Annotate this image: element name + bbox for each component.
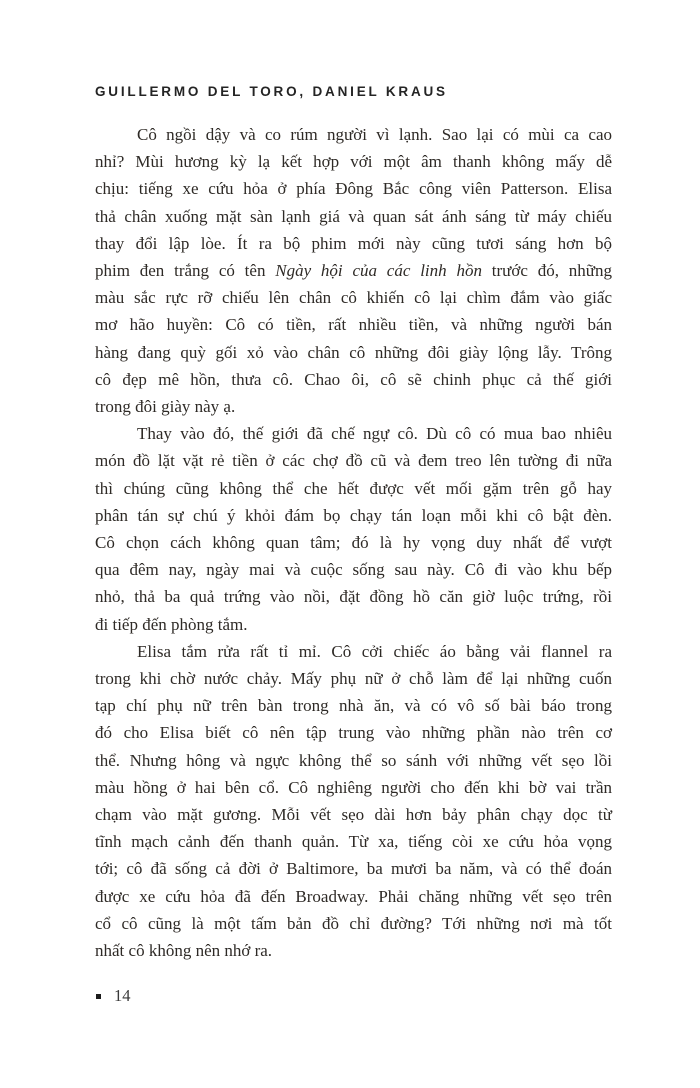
text-line (95, 257, 612, 284)
text-segment: phân tán sự chú ý khỏi đám bọ chạy tán loạn mỗi khi cô bật đèn. (95, 505, 612, 525)
text-segment: nhất cô không nên nhớ ra. (95, 941, 273, 961)
text-segment: chịu: tiếng xe cứu hỏa ở phía Đông Bắc công viên Patterson. Elisa (95, 179, 612, 199)
text-segment: trong đôi giày này ạ. (95, 397, 236, 417)
text-line (95, 638, 612, 665)
text-segment: mơ hão huyền: Cô có tiền, rất nhiều tiền, và những người bán (95, 315, 612, 335)
text-segment: thì chúng cũng không thể che hết được vết mối gặm trên gỗ hay (95, 478, 612, 498)
text-segment: phim đen trắng có tên (95, 261, 276, 281)
text-segment: chạm vào mặt gương. Mỗi vết sẹo dài hơn bảy phân chạy dọc từ (95, 805, 612, 825)
text-segment: hàng đang quỳ gối xỏ vào chân cô những đôi giày lộng lẫy. Trông (95, 342, 612, 362)
paragraph (95, 121, 612, 420)
text-segment: cổ cô cũng là một tấm bản đồ chỉ đường? Tới những nơi mà tốt (95, 913, 612, 933)
text-segment: tĩnh mạch cảnh đến thanh quản. Từ xa, tiếng còi xe cứu hỏa vọng (95, 832, 612, 852)
text-line (95, 339, 612, 366)
text-line (95, 910, 612, 937)
text-segment: Thay vào đó, thế giới đã chế ngự cô. Dù cô có mua bao nhiêu (137, 424, 612, 444)
text-segment: tới; cô đã sống cả đời ở Baltimore, ba mươi ba năm, và có thể đoán (95, 859, 612, 879)
book-title-italic: Ngày hội của các linh hồn (275, 261, 482, 281)
text-line (95, 121, 612, 148)
text-line (95, 828, 612, 855)
text-segment: thể. Nhưng hông và ngực không thể so sánh với những vết sẹo lồi (95, 750, 612, 770)
page-footer (96, 986, 131, 1006)
text-segment: qua đêm nay, ngày mai và cuộc sống sau này. Cô đi vào khu bếp (95, 560, 612, 580)
text-line (95, 583, 612, 610)
text-line (95, 203, 612, 230)
text-segment: Cô chọn cách không quan tâm; đó là hy vọng duy nhất để vượt (95, 533, 612, 553)
text-line (95, 148, 612, 175)
text-segment: thay đổi lập lòe. Ít ra bộ phim mới này cũng tươi sáng hơn bộ (95, 233, 612, 253)
text-segment: thả chân xuống mặt sàn lạnh giá và quan sát ánh sáng từ máy chiếu (95, 206, 612, 226)
text-line (95, 692, 612, 719)
text-line (95, 774, 612, 801)
text-segment: Cô ngồi dậy và co rúm người vì lạnh. Sao lại có mùi ca cao (137, 125, 612, 144)
body-text (95, 121, 612, 964)
text-line (95, 883, 612, 910)
text-segment: màu hồng ở hai bên cổ. Cô nghiêng người cho đến khi bờ vai trần (95, 777, 612, 797)
text-line (95, 801, 612, 828)
text-line (95, 311, 612, 338)
text-segment: cô đẹp mê hồn, thưa cô. Chao ôi, cô sẽ chinh phục cả thế giới (95, 369, 612, 389)
text-segment: đó cho Elisa biết cô nên tập trung vào những phần nào trên cơ (95, 723, 612, 743)
paragraph (95, 420, 612, 638)
text-segment: tạp chí phụ nữ trên bàn trong nhà ăn, và có vô số bài báo trong (95, 696, 612, 716)
text-segment: đi tiếp đến phòng tắm. (95, 614, 248, 634)
text-line (95, 284, 612, 311)
text-line (95, 393, 612, 420)
page-number: 14 (114, 986, 131, 1005)
text-segment: món đồ lặt vặt rẻ tiền ở các chợ đồ cũ và đem treo lên tường đi nữa (95, 451, 612, 471)
text-line (95, 175, 612, 202)
text-line (95, 719, 612, 746)
text-line (95, 230, 612, 257)
text-line (95, 855, 612, 882)
text-line (95, 665, 612, 692)
text-line (95, 556, 612, 583)
text-segment: trước đó, những (481, 261, 612, 281)
text-line (95, 529, 612, 556)
paragraph (95, 638, 612, 964)
text-line (95, 502, 612, 529)
text-line (95, 747, 612, 774)
text-line (95, 420, 612, 447)
text-line (95, 475, 612, 502)
text-line (95, 447, 612, 474)
text-segment: nhỏ, thả ba quả trứng vào nồi, đặt đồng hồ căn giờ luộc trứng, rồi (95, 587, 612, 607)
text-line (95, 611, 612, 638)
running-header: GUILLERMO DEL TORO, DANIEL KRAUS (95, 84, 448, 99)
text-segment: màu sắc rực rỡ chiếu lên chân cô khiến cô lại chìm đắm vào giấc (95, 288, 612, 308)
square-bullet-icon (96, 994, 101, 999)
text-segment: được xe cứu hỏa đã đến Broadway. Phải chăng những vết sẹo trên (95, 886, 612, 906)
text-segment: trong khi chờ nước chảy. Mấy phụ nữ ở chỗ làm để lại những cuốn (95, 669, 612, 689)
text-segment: Elisa tắm rửa rất tỉ mỉ. Cô cởi chiếc áo bằng vải flannel ra (137, 641, 612, 661)
text-segment: nhỉ? Mùi hương kỳ lạ kết hợp với một âm thanh không mấy dễ (95, 152, 612, 172)
text-line (95, 937, 612, 964)
text-line (95, 366, 612, 393)
